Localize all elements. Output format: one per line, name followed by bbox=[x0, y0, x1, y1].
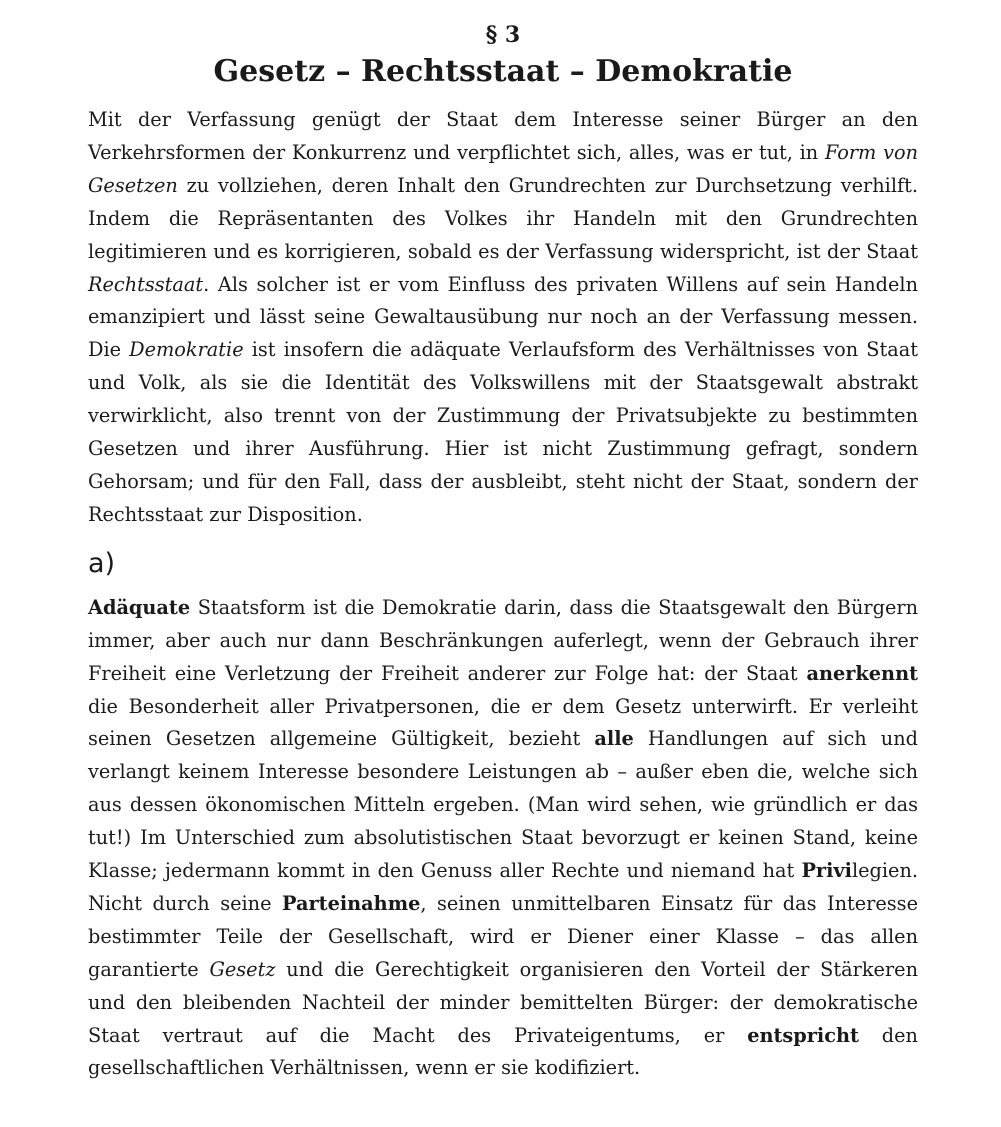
text-run: Staatsform ist die Demokratie darin, dass die Staatsgewalt den Bürgern immer, aber auch nur dann Beschränkungen auferlegt, wenn der Gebrauch ihrer Freiheit eine Verletzung der Freiheit anderer zur Folge hat: der Staat bbox=[88, 595, 918, 685]
text-run: zu vollziehen, deren Inhalt den Grundrechten zur Durchsetzung verhilft. Indem die Repräsentanten des Volkes ihr Handeln mit den Grundrechten legitimieren und es korrigieren, sobald es der Verfassung widerspricht, ist der Staat bbox=[88, 173, 918, 263]
bold-term: Parteinahme bbox=[282, 891, 421, 915]
intro-paragraph bbox=[88, 104, 918, 532]
text-run: Mit der Verfassung genügt der Staat dem Interesse seiner Bürger an den Verkehrsformen der Konkurrenz und verpflichtet sich, alles, was er tut, in bbox=[88, 108, 918, 164]
text-run: ist insofern die adäquate Verlaufsform des Verhältnisses von Staat und Volk, als sie die Identität des Volkswillens mit der Staatsgewalt abstrakt verwirklicht, also trennt von der Zustimmung der Privatsubjekte zu bestimmten Gesetzen und ihrer Ausführung. Hier ist nicht Zustimmung gefragt, sondern Gehorsam; und für den Fall, dass der ausbleibt, steht nicht der Staat, sondern der Rechtsstaat zur Disposition. bbox=[88, 338, 918, 526]
subsection-paragraph bbox=[88, 592, 918, 1086]
document-page bbox=[88, 18, 918, 1085]
section-number: § 3 bbox=[485, 22, 521, 48]
text-run: Handlungen auf sich und verlangt keinem Interesse besondere Leistungen ab – außer eben die, welche sich aus dessen ökonomischen Mitteln ergeben. (Man wird sehen, wie gründlich er das tut!) Im Unterschied zum absolutistischen Staat bevorzugt er keinen Stand, keine Klasse; jedermann kommt in den Genuss aller Rechte und niemand hat bbox=[88, 727, 918, 883]
italic-term: Gesetz bbox=[209, 957, 276, 981]
text-run: die Besonderheit aller Privatpersonen, die er dem Gesetz unterwirft. Er verleiht seinen Gesetzen allgemeine Gültigkeit, bezieht bbox=[88, 694, 918, 751]
subsection-label: a) bbox=[88, 547, 116, 579]
text-run: den gesellschaftlichen Verhältnissen, wenn er sie kodifiziert. bbox=[88, 1023, 918, 1080]
bold-term: Privi bbox=[801, 859, 852, 883]
bold-term: anerkennt bbox=[806, 661, 918, 685]
italic-term: Form von Gesetzen bbox=[88, 140, 918, 197]
bold-term: alle bbox=[594, 727, 634, 751]
italic-term: Rechtsstaat bbox=[88, 272, 204, 296]
text-run: . Als solcher ist er vom Einfluss des privaten Willens auf sein Handeln emanzipiert und lässt seine Gewaltausübung nur noch an der Verfassung messen. Die bbox=[88, 272, 918, 362]
section-title: Gesetz – Rechtsstaat – Demokratie bbox=[213, 54, 793, 89]
bold-term: entspricht bbox=[747, 1023, 859, 1047]
text-run: und die Gerechtigkeit organisieren den Vorteil der Stärkeren und den bleibenden Nachteil der minder bemittelten Bürger: der demokratische Staat vertraut auf die Macht des Privateigentums, er bbox=[88, 957, 918, 1047]
text-run: legien. Nicht durch seine bbox=[88, 859, 918, 915]
bold-term: Adäquate bbox=[88, 595, 191, 619]
text-run: , seinen unmittelbaren Einsatz für das Interesse bestimmter Teile der Gesellschaft, wird er Diener einer Klasse – das allen garantierte bbox=[88, 891, 918, 981]
italic-term: Demokratie bbox=[129, 338, 244, 362]
